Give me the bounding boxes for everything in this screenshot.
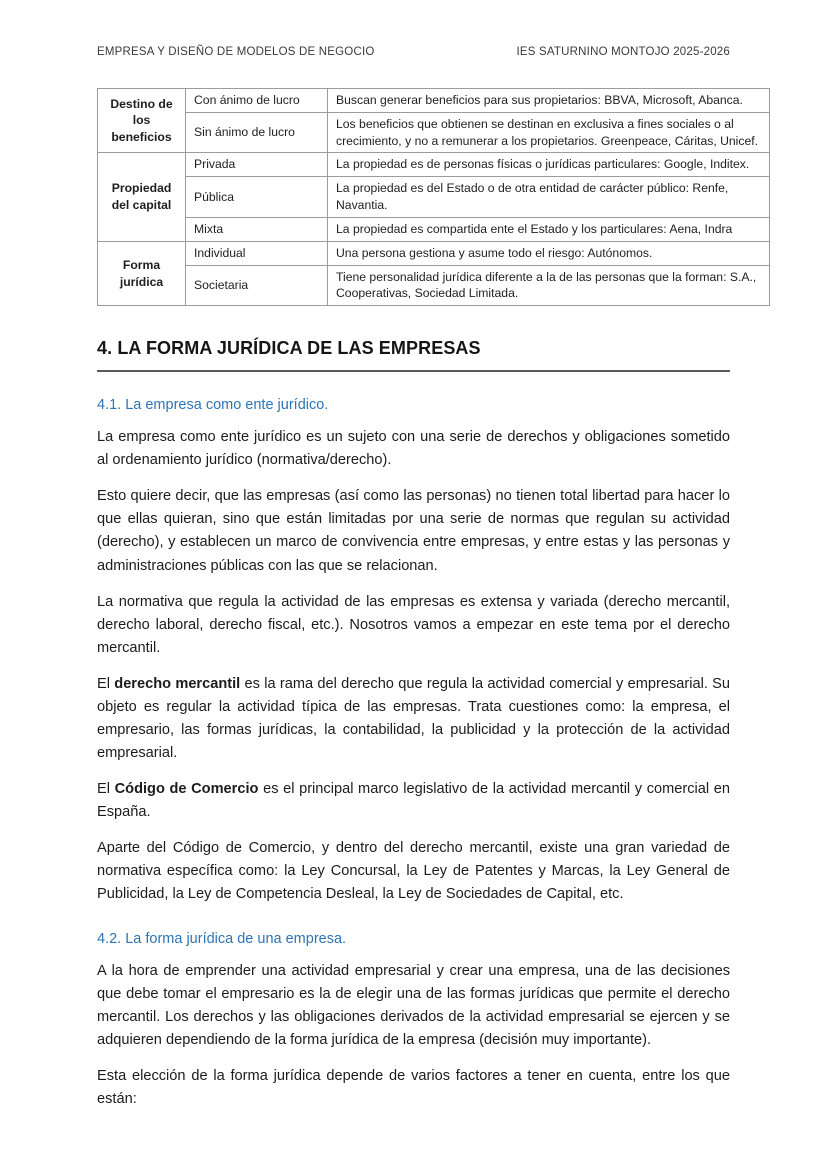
table-row bbox=[98, 217, 770, 241]
paragraph: Aparte del Código de Comercio, y dentro del derecho mercantil, existe una gran variedad de normativa específica como: la Ley Concursal, la Ley de Patentes y Marcas, la Ley General de Publicidad, la Ley de Competencia Desleal, la Ley de Sociedades de Capital, etc. bbox=[97, 839, 730, 903]
table-row bbox=[98, 89, 770, 113]
paragraph: Esta elección de la forma jurídica depende de varios factores a tener en cuenta, entre los que están: bbox=[97, 1068, 730, 1108]
description-cell: Buscan generar beneficios para sus propietarios: BBVA, Microsoft, Abanca. bbox=[328, 89, 770, 113]
table-row bbox=[98, 265, 770, 306]
company-classification-table bbox=[97, 88, 770, 306]
type-cell: Privada bbox=[186, 153, 328, 177]
table-row bbox=[98, 153, 770, 177]
description-cell: La propiedad es de personas físicas o jurídicas particulares: Google, Inditex. bbox=[328, 153, 770, 177]
header-school-year: IES SATURNINO MONTOJO 2025-2026 bbox=[516, 46, 730, 58]
subsection-4-2-heading: 4.2. La forma jurídica de una empresa. bbox=[97, 931, 347, 948]
description-cell: La propiedad es del Estado o de otra entidad de carácter público: Renfe, Navantia. bbox=[328, 177, 770, 218]
category-cell: Propiedad del capital bbox=[98, 153, 186, 241]
description-cell: Los beneficios que obtienen se destinan en exclusiva a fines sociales o al crecimiento, y no a remunerar a los propietarios. Greenpeace, Cáritas, Unicef. bbox=[328, 112, 770, 153]
paragraph: La empresa como ente jurídico es un sujeto con una serie de derechos y obligaciones sometido al ordenamiento jurídico (normativa/derecho). bbox=[97, 429, 730, 469]
description-cell: Una persona gestiona y asume todo el riesgo: Autónomos. bbox=[328, 241, 770, 265]
table-row bbox=[98, 112, 770, 153]
section-4-heading: 4. LA FORMA JURÍDICA DE LAS EMPRESAS bbox=[97, 338, 730, 372]
type-cell: Con ánimo de lucro bbox=[186, 89, 328, 113]
category-cell: Destino de los beneficios bbox=[98, 89, 186, 153]
paragraph: El derecho mercantil es la rama del derecho que regula la actividad comercial y empresarial. Su objeto es regular la actividad típica de las empresas. Trata cuestiones como: la empresa, el empresario, las formas jurídicas, la contabilidad, la publicidad y la protección de la actividad empresarial. bbox=[97, 675, 731, 761]
subsection-4-1-heading: 4.1. La empresa como ente jurídico. bbox=[97, 397, 329, 414]
type-cell: Mixta bbox=[186, 217, 328, 241]
paragraph: Esto quiere decir, que las empresas (así como las personas) no tienen total libertad para hacer lo que ellas quieran, sino que están limitadas por una serie de normas que regulan su actividad (derecho), y establecen un marco de convivencia entre empresas, y entre estas y las personas y administraciones públicas con las que se relacionan. bbox=[97, 488, 730, 574]
description-cell: La propiedad es compartida ente el Estado y los particulares: Aena, Indra bbox=[328, 217, 770, 241]
category-cell: Forma jurídica bbox=[98, 241, 186, 305]
type-cell: Pública bbox=[186, 177, 328, 218]
page-header bbox=[97, 46, 730, 58]
type-cell: Sin ánimo de lucro bbox=[186, 112, 328, 153]
paragraph: La normativa que regula la actividad de las empresas es extensa y variada (derecho mercantil, derecho laboral, derecho fiscal, etc.). Nosotros vamos a empezar en este tema por el derecho mercantil. bbox=[97, 593, 730, 656]
type-cell: Individual bbox=[186, 241, 328, 265]
type-cell: Societaria bbox=[186, 265, 328, 306]
header-course-title: EMPRESA Y DISEÑO DE MODELOS DE NEGOCIO bbox=[97, 46, 375, 58]
table-row bbox=[98, 177, 770, 218]
paragraph: El Código de Comercio es el principal marco legislativo de la actividad mercantil y comercial en España. bbox=[97, 780, 731, 820]
table-row bbox=[98, 241, 770, 265]
paragraph: A la hora de emprender una actividad empresarial y crear una empresa, una de las decisiones que debe tomar el empresario es la de elegir una de las formas jurídicas que permite el derecho mercantil. Los derechos y las obligaciones derivados de la actividad empresarial se ejercen y se adquieren dependiendo de la forma jurídica de la empresa (decisión muy importante). bbox=[97, 963, 730, 1049]
description-cell: Tiene personalidad jurídica diferente a la de las personas que la forman: S.A., Cooperativas, Sociedad Limitada. bbox=[328, 265, 770, 306]
